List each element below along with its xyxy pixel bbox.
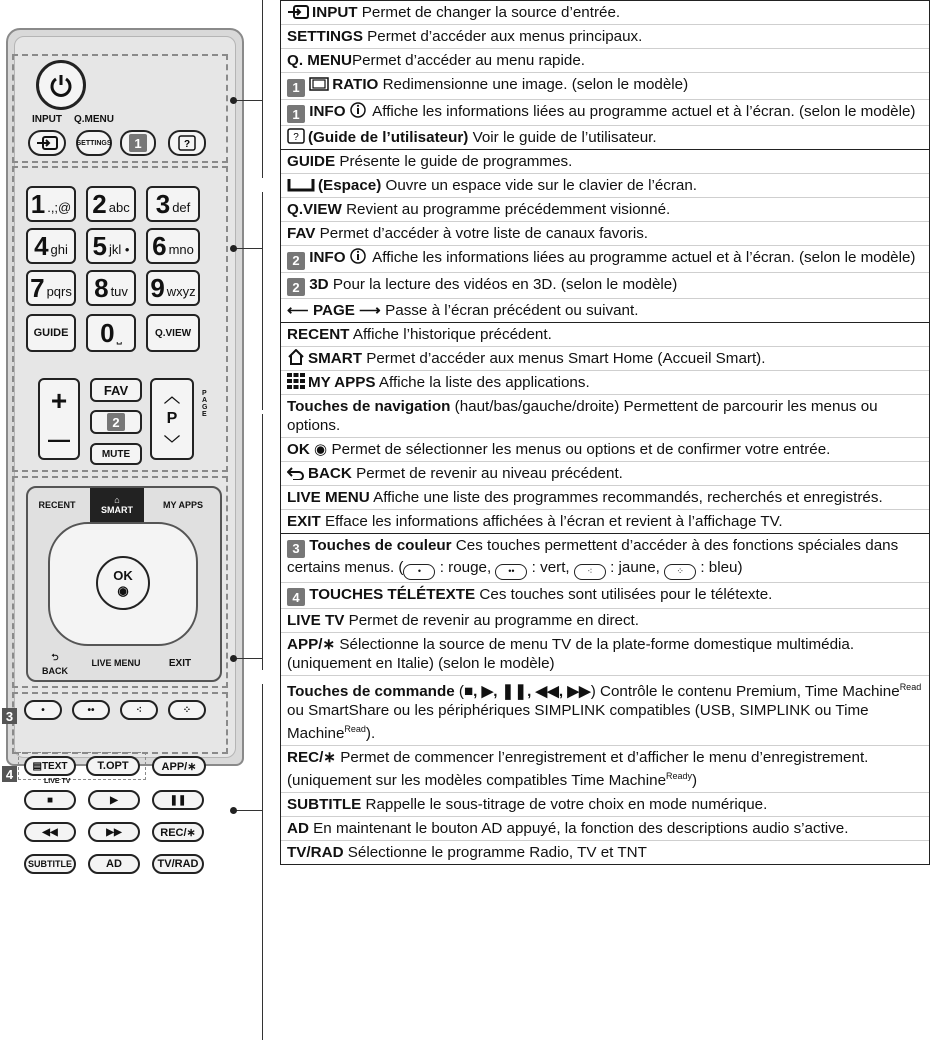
description-row bbox=[281, 150, 929, 174]
row-text: Ces touches sont utilisées pour le télétexte. bbox=[475, 585, 773, 603]
row-term: Q.VIEW bbox=[287, 201, 342, 218]
connector-4-h bbox=[233, 810, 263, 811]
description-row bbox=[281, 222, 929, 246]
description-row bbox=[281, 817, 929, 841]
row-text: Affiche la liste des applications. bbox=[375, 374, 590, 391]
row-term: RECENT bbox=[287, 326, 350, 343]
connector-1-h bbox=[233, 100, 263, 101]
row-text: Ces touches permettent d’accéder à des fonctions spéciales dans certains menus. ( bbox=[287, 537, 899, 576]
input-icon bbox=[287, 4, 312, 21]
row-text: Permet de changer la source d’entrée. bbox=[357, 4, 621, 21]
badge-2: 2 bbox=[287, 252, 305, 270]
description-row bbox=[281, 486, 929, 510]
badge-2: 2 bbox=[287, 278, 305, 296]
number-letters: wxyz bbox=[166, 284, 196, 299]
channel-label: P bbox=[166, 410, 178, 427]
row-text: Revient au programme précédemment visionné. bbox=[341, 201, 671, 218]
number-letters: mno bbox=[168, 242, 194, 257]
red-button[interactable]: • bbox=[24, 700, 62, 720]
recent-button[interactable]: RECENT bbox=[38, 500, 76, 510]
number-digit: 7 bbox=[30, 273, 45, 303]
badge-1: 1 bbox=[287, 105, 305, 123]
badge-2: 2 bbox=[107, 413, 125, 431]
row-term: LIVE TV bbox=[287, 612, 345, 629]
ok-label: OK bbox=[113, 567, 133, 583]
volume-up-icon: + bbox=[50, 385, 68, 416]
power-icon bbox=[48, 72, 74, 98]
zero-label: 0 bbox=[100, 318, 115, 348]
superscript: Ready bbox=[666, 771, 693, 782]
page-label: PAGE bbox=[202, 390, 208, 418]
home-icon: ⌂ bbox=[114, 495, 120, 505]
input-button[interactable] bbox=[28, 130, 66, 156]
description-row bbox=[281, 25, 929, 49]
ok-dot-icon: ◉ bbox=[117, 582, 129, 598]
ok-button[interactable] bbox=[96, 556, 150, 610]
back-arrow-icon: ⮌ bbox=[51, 652, 59, 662]
description-row bbox=[281, 609, 929, 633]
number-letters: pqrs bbox=[46, 284, 72, 299]
topt-button[interactable]: T.OPT bbox=[86, 756, 140, 776]
number-digit: 2 bbox=[92, 189, 107, 219]
pause-button[interactable]: ❚❚ bbox=[152, 790, 204, 810]
svg-text:?: ? bbox=[293, 132, 299, 143]
section-3 bbox=[281, 323, 929, 534]
description-row bbox=[281, 347, 929, 371]
connector-4 bbox=[262, 684, 263, 1040]
connector-2-h bbox=[233, 248, 263, 249]
row-text: Permet de sélectionner les menus ou options et de confirmer votre entrée. bbox=[327, 441, 831, 458]
row-text: Voir le guide de l’utilisateur. bbox=[468, 129, 657, 146]
row-term: BACK bbox=[308, 465, 352, 482]
row-term: Touches de navigation bbox=[287, 398, 451, 415]
row-text: Ouvre un espace vide sur le clavier de l’écran. bbox=[381, 177, 698, 194]
description-row bbox=[281, 371, 929, 395]
number-letters: ghi bbox=[50, 242, 68, 257]
connector-dot-4 bbox=[230, 807, 237, 814]
row-term: (Espace) bbox=[318, 177, 382, 194]
user-guide-icon bbox=[287, 129, 308, 146]
description-row bbox=[281, 126, 929, 149]
text-label: TEXT bbox=[41, 760, 68, 772]
callout-4: 4 bbox=[2, 766, 17, 782]
connector-3-h bbox=[233, 658, 263, 659]
ratio-button[interactable] bbox=[120, 130, 156, 156]
row-text: Redimensionne une image. (selon le modèle) bbox=[378, 76, 689, 93]
smart-button[interactable] bbox=[90, 488, 144, 522]
qview-button[interactable]: Q.VIEW bbox=[146, 314, 200, 352]
connector-dot-3 bbox=[230, 655, 237, 662]
page-right-arrow-icon: ⟶ bbox=[354, 302, 381, 319]
description-row bbox=[281, 583, 929, 610]
description-row bbox=[281, 633, 929, 676]
description-panel bbox=[280, 0, 930, 865]
row-text: (haut/bas/gauche/droite) Permettent de parcourir les menus ou options. bbox=[287, 398, 878, 434]
color-key-3: ⁖ bbox=[574, 564, 606, 580]
forward-button[interactable]: ▶▶ bbox=[88, 822, 140, 842]
home-icon bbox=[287, 350, 308, 367]
apps-grid-icon bbox=[287, 374, 308, 391]
description-row bbox=[281, 1, 929, 25]
section-4 bbox=[281, 534, 929, 864]
color-key-text: : bleu) bbox=[696, 558, 743, 576]
exit-button[interactable]: EXIT bbox=[168, 657, 192, 669]
row-term: 3D bbox=[309, 275, 329, 293]
number-button-9[interactable] bbox=[146, 270, 200, 306]
description-row bbox=[281, 198, 929, 222]
callout-3: 3 bbox=[2, 708, 17, 724]
power-button[interactable] bbox=[36, 60, 86, 110]
number-button-3[interactable] bbox=[146, 186, 200, 222]
number-letters: .,;@ bbox=[47, 200, 72, 215]
description-row bbox=[281, 534, 929, 583]
svg-text:?: ? bbox=[183, 139, 191, 150]
rewind-button[interactable]: ◀◀ bbox=[24, 822, 76, 842]
color-key-text: : vert, bbox=[527, 558, 574, 576]
user-guide-icon bbox=[178, 135, 196, 151]
number-digit: 5 bbox=[92, 231, 107, 261]
color-key-4: ⁘ bbox=[664, 564, 696, 580]
row-text: Permet de revenir au niveau précédent. bbox=[351, 465, 623, 482]
row-term: SETTINGS bbox=[287, 28, 363, 45]
row-term: PAGE bbox=[313, 302, 355, 319]
input-icon bbox=[36, 136, 58, 150]
row-term: EXIT bbox=[287, 513, 321, 530]
number-letters: abc bbox=[108, 200, 130, 215]
description-row bbox=[281, 323, 929, 347]
user-guide-button[interactable] bbox=[168, 130, 206, 156]
volume-down-icon: — bbox=[48, 427, 70, 452]
row-text: En maintenant le bouton AD appuyé, la fonction des descriptions audio s’active. bbox=[308, 820, 849, 838]
row-text: Permet d’accéder au menu rapide. bbox=[351, 52, 585, 69]
back-button[interactable] bbox=[28, 648, 82, 678]
section-1 bbox=[281, 1, 929, 150]
description-row bbox=[281, 462, 929, 486]
superscript: Read bbox=[899, 682, 922, 692]
row-term: Touches de couleur bbox=[309, 537, 452, 554]
description-row: REC/∗ Permet de commencer l’enregistrement et d’afficher le menu d’enregistrement.(uniquement sur les modèles compatibles Time Machine$^{Ready}$) bbox=[281, 746, 929, 793]
number-button-4[interactable] bbox=[26, 228, 76, 264]
green-button[interactable]: •• bbox=[72, 700, 110, 720]
row-text: Affiche une liste des programmes recommandés, recherchés et enregistrés. bbox=[369, 489, 883, 506]
row-term: TOUCHES TÉLÉTEXTE bbox=[309, 585, 476, 603]
color-key-text: : rouge, bbox=[435, 558, 496, 576]
row-term: Q. MENU bbox=[287, 52, 352, 69]
row-term: SMART bbox=[308, 350, 362, 367]
row-term: INFO bbox=[309, 102, 346, 120]
connector-dot-2 bbox=[230, 245, 237, 252]
row-term: MY APPS bbox=[308, 374, 376, 391]
channel-down-icon: ﹀ bbox=[163, 436, 180, 453]
connector-1 bbox=[262, 0, 263, 178]
description-row bbox=[281, 49, 929, 73]
badge-1: 1 bbox=[287, 79, 305, 97]
input-label: INPUT bbox=[32, 114, 62, 125]
badge-4: 4 bbox=[287, 588, 305, 606]
number-button-2[interactable] bbox=[86, 186, 136, 222]
mute-button[interactable]: MUTE bbox=[90, 443, 142, 465]
row-text: Affiche les informations liées au programme actuel et à l’écran. (selon le modèle) bbox=[368, 102, 916, 120]
play-button[interactable]: ▶ bbox=[88, 790, 140, 810]
3d-button[interactable] bbox=[90, 410, 142, 434]
row-text: Rappelle le sous-titrage de votre choix en mode numérique. bbox=[361, 796, 768, 814]
smart-label: SMART bbox=[101, 505, 133, 515]
number-button-6[interactable] bbox=[146, 228, 200, 264]
live-menu-button[interactable]: LIVE MENU bbox=[91, 658, 141, 668]
number-digit: 1 bbox=[30, 189, 46, 219]
livetv-label: LIVE TV bbox=[44, 778, 71, 785]
settings-button[interactable]: SETTINGS bbox=[76, 130, 112, 156]
number-digit: 6 bbox=[152, 231, 167, 261]
guide-button[interactable]: GUIDE bbox=[26, 314, 76, 352]
row-term: RATIO bbox=[332, 76, 379, 93]
row-text: Sélectionne la source de menu TV de la plate-forme domestique multimédia. (uniquement en Italie) (selon le modèle) bbox=[287, 636, 855, 672]
row-text: Sélectionne le programme Radio, TV et TNT bbox=[343, 844, 647, 862]
number-digit: 3 bbox=[155, 189, 171, 219]
my-apps-button[interactable]: MY APPS bbox=[162, 500, 203, 510]
number-button-5[interactable] bbox=[86, 228, 136, 264]
ad-button[interactable]: AD bbox=[88, 854, 140, 874]
rec-button[interactable]: REC/∗ bbox=[152, 822, 204, 842]
description-row bbox=[281, 174, 929, 198]
row-term: AD bbox=[287, 820, 309, 838]
number-button-8[interactable] bbox=[86, 270, 136, 306]
description-row bbox=[281, 73, 929, 100]
number-button-1[interactable] bbox=[26, 186, 76, 222]
row-term: REC/∗ bbox=[287, 749, 337, 767]
description-row bbox=[281, 246, 929, 273]
description-row: Touches de commande (■, ▶, ❚❚, ◀◀, ▶▶) Contrôle le contenu Premium, Time Machine$^{Read}$ ou SmartShare ou les périphériques SIMPLINK compatibles (USB, SIMPLINK ou Time Machine$^{Read}$). bbox=[281, 676, 929, 746]
space-icon bbox=[287, 177, 318, 194]
description-row bbox=[281, 510, 929, 533]
row-text: Affiche les informations liées au programme actuel et à l’écran. (selon le modèle) bbox=[368, 249, 916, 266]
number-digit: 9 bbox=[150, 273, 165, 303]
row-text: Passe à l’écran précédent ou suivant. bbox=[380, 302, 639, 319]
zero-space-button[interactable] bbox=[86, 314, 136, 352]
back-arrow-icon bbox=[287, 465, 308, 482]
row-term: INPUT bbox=[312, 4, 358, 21]
number-button-7[interactable] bbox=[26, 270, 76, 306]
number-letters: jkl • bbox=[109, 242, 130, 257]
description-row bbox=[281, 299, 929, 322]
row-term: (Guide de l’utilisateur) bbox=[308, 129, 469, 146]
fav-button[interactable]: FAV bbox=[90, 378, 142, 402]
row-term: Touches de commande bbox=[287, 683, 455, 701]
description-row bbox=[281, 841, 929, 864]
info-icon bbox=[346, 249, 369, 266]
media-symbols: ■, ▶, ❚❚, ◀◀, ▶▶ bbox=[463, 683, 591, 701]
row-text: Pour la lecture des vidéos en 3D. (selon le modèle) bbox=[328, 275, 678, 293]
row-text: Permet de revenir au programme en direct. bbox=[344, 612, 639, 629]
volume-rocker[interactable] bbox=[38, 378, 80, 460]
ok-dot-icon: ◉ bbox=[309, 441, 328, 458]
row-text: Affiche l’historique précédent. bbox=[349, 326, 552, 343]
description-row bbox=[281, 273, 929, 300]
section-2 bbox=[281, 150, 929, 323]
color-key-text: : jaune, bbox=[605, 558, 665, 576]
connector-dot-1 bbox=[230, 97, 237, 104]
number-digit: 4 bbox=[34, 231, 49, 261]
row-term: TV/RAD bbox=[287, 844, 344, 862]
number-letters: def bbox=[172, 200, 191, 215]
ratio-icon bbox=[309, 76, 332, 93]
badge-3: 3 bbox=[287, 540, 305, 558]
row-text: Présente le guide de programmes. bbox=[335, 153, 573, 170]
blue-button[interactable]: ⁘ bbox=[168, 700, 206, 720]
yellow-button[interactable]: ⁖ bbox=[120, 700, 158, 720]
color-key-2: •• bbox=[495, 564, 527, 580]
connector-2 bbox=[262, 192, 263, 410]
connector-3 bbox=[262, 414, 263, 670]
text-icon: ▤ bbox=[32, 760, 42, 772]
info-icon bbox=[346, 103, 369, 120]
row-term: FAV bbox=[287, 225, 316, 242]
back-label: BACK bbox=[42, 666, 68, 676]
page-left-arrow-icon: ⟵ bbox=[287, 302, 313, 319]
row-text: Permet d’accéder aux menus Smart Home (Accueil Smart). bbox=[362, 350, 766, 367]
number-digit: 8 bbox=[94, 273, 109, 303]
description-row bbox=[281, 100, 929, 127]
stop-button[interactable]: ■ bbox=[24, 790, 76, 810]
app-button[interactable]: APP/∗ bbox=[152, 756, 206, 776]
badge-1: 1 bbox=[129, 134, 147, 152]
tvrad-button[interactable]: TV/RAD bbox=[152, 854, 204, 874]
row-term: INFO bbox=[309, 249, 346, 266]
row-term: GUIDE bbox=[287, 153, 336, 170]
row-term: SUBTITLE bbox=[287, 796, 362, 814]
superscript: Read bbox=[344, 724, 366, 735]
channel-rocker[interactable] bbox=[150, 378, 194, 460]
row-text: Efface les informations affichées à l’écran et revient à l’affichage TV. bbox=[320, 513, 783, 530]
channel-up-icon: ︿ bbox=[163, 389, 180, 406]
row-term: OK bbox=[287, 441, 310, 458]
color-key-1: • bbox=[403, 564, 435, 580]
row-term: LIVE MENU bbox=[287, 489, 370, 506]
space-icon: ⎵ bbox=[116, 329, 122, 344]
subtitle-button[interactable]: SUBTITLE bbox=[24, 854, 76, 874]
number-letters: tuv bbox=[110, 284, 128, 299]
description-row bbox=[281, 395, 929, 438]
description-row bbox=[281, 793, 929, 817]
row-term: APP/∗ bbox=[287, 636, 336, 653]
qmenu-label: Q.MENU bbox=[74, 114, 114, 125]
text-button[interactable] bbox=[24, 756, 76, 776]
description-row bbox=[281, 438, 929, 462]
row-text: Permet d’accéder à votre liste de canaux favoris. bbox=[315, 225, 649, 242]
row-text: Permet d’accéder aux menus principaux. bbox=[362, 28, 643, 45]
